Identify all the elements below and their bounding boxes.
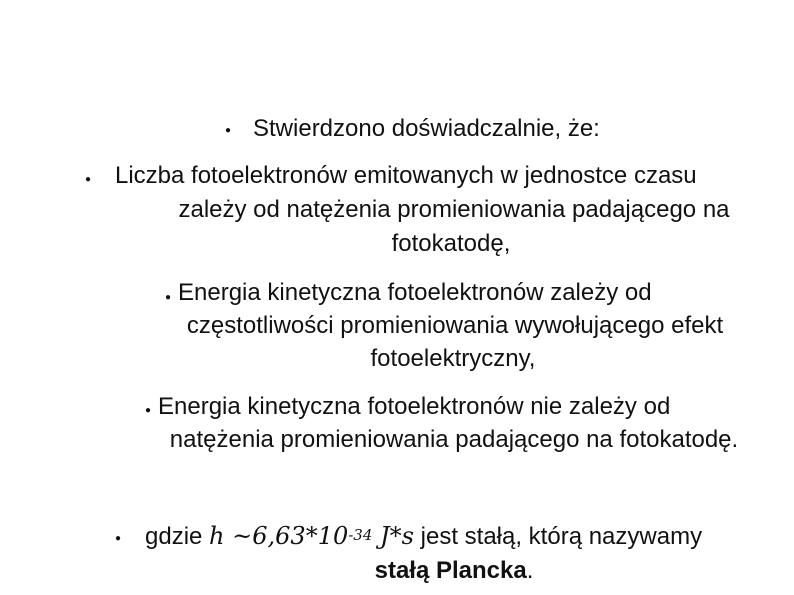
bullet-icon: ● xyxy=(85,174,92,185)
planck-line-2: stałą Plancka. xyxy=(374,557,534,584)
intro-label: Stwierdzono doświadczalnie, że: xyxy=(253,115,600,142)
item-1-line-2: zależy od natężenia promieniowania padającego na xyxy=(178,196,730,223)
planck-value: ~6,63*10 xyxy=(224,522,349,550)
item-2-line-2: częstotliwości promieniowania wywołującego efekt xyxy=(186,312,724,339)
planck-unit: J*s xyxy=(372,522,414,550)
bullet-icon: ● xyxy=(145,405,152,416)
slide: ● Stwierdzono doświadczalnie, że: ● Liczba fotoelektronów emitowanych w jednostce czasu zależy od natężenia promieniowania padającego na fotokatodę, ● Energia kinetyczna fotoelektronów zależy od częstotliwości promieniowania wywołującego efekt fotoelektryczny, ● Energia kinetyczna fotoelektronów nie zależy od natężenia promieniowania padającego na fotokatodę. ● gdzie h $\sim 6,63*10^{-34}$ J*s jest stałą, którą nazywamy stałą Plancka. xyxy=(0,0,794,595)
bullet-icon: ● xyxy=(115,533,122,544)
planck-symbol: h xyxy=(209,522,225,550)
bullet-icon: ● xyxy=(165,292,172,303)
planck-name: stałą Plancka xyxy=(374,557,527,584)
bullet-icon: ● xyxy=(225,125,232,136)
item-2-line-3: fotoelektryczny, xyxy=(370,345,536,372)
item-3-line-2: natężenia promieniowania padającego na fotokatodę. xyxy=(169,426,739,453)
item-1-line-3: fotokatodę, xyxy=(391,230,511,257)
planck-exponent: -34 xyxy=(348,526,373,544)
